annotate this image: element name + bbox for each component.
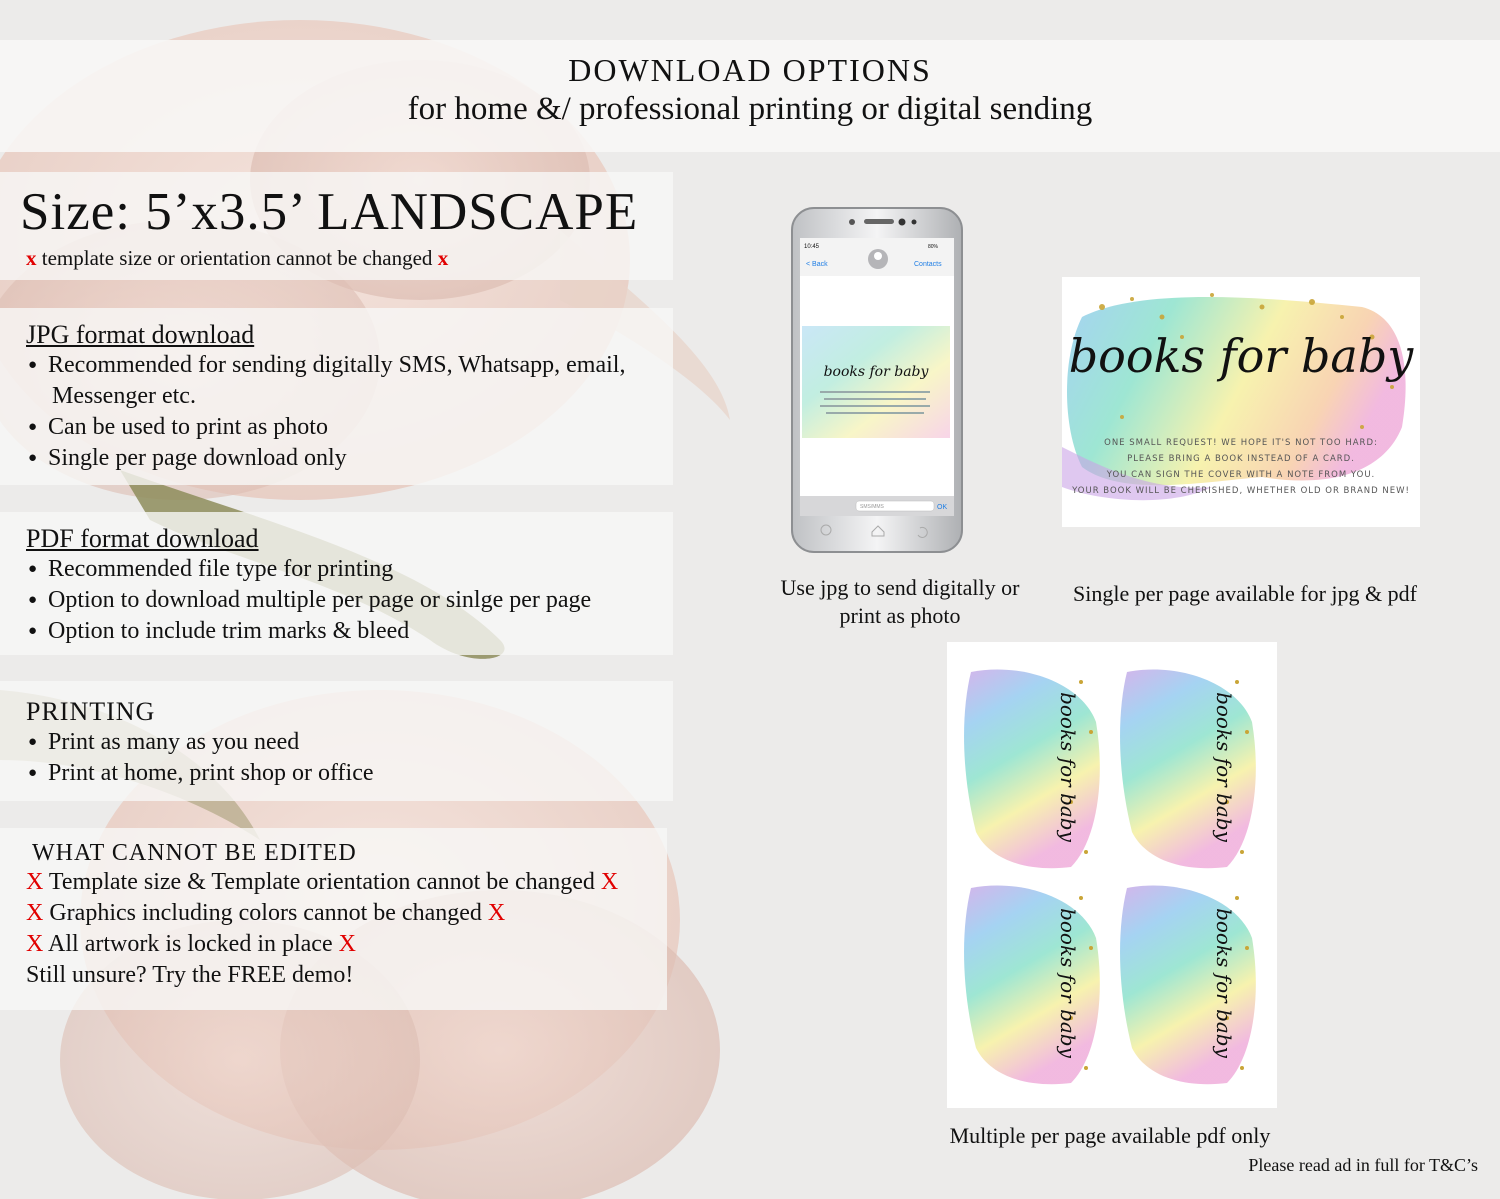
phone-card-script-title: books for baby [823,364,929,380]
list-item: ● Can be used to print as photo [26,412,673,443]
red-x-icon: X [26,931,44,957]
red-x-icon: X [338,931,356,957]
list-item: ● Print at home, print shop or office [26,758,673,789]
mini-card [1117,878,1262,1088]
size-note-text: template size or orientation cannot be changed [36,246,438,270]
printing-list [26,727,673,789]
mini-card-title: books for baby [1056,692,1080,842]
printing-section-title: PRINTING [26,697,156,726]
list-item: ● Option to include trim marks & bleed [26,616,673,647]
card-script-title: books for baby [1068,329,1414,383]
red-x-icon: X [600,869,619,895]
single-card-preview [1062,277,1420,527]
jpg-feature-list [26,350,673,474]
list-item: ● Single per page download only [26,443,673,474]
mini-card [961,662,1106,872]
cannot-edit-title: WHAT CANNOT BE EDITED [32,840,357,866]
mini-card-title: books for baby [1212,908,1236,1058]
mini-card-title: books for baby [1056,908,1080,1058]
red-x-icon: x [26,246,37,270]
cannot-edit-line: X Template size & Template orientation cannot be changed X [26,869,619,895]
free-demo-text: Still unsure? Try the FREE demo! [26,962,354,988]
multi-card-sheet-preview [947,642,1277,1108]
header-banner [0,40,1500,152]
printing-section [0,681,673,801]
mini-card-art [961,662,1106,872]
terms-note: Please read ad in full for T&C’s [1248,1155,1478,1175]
phone-caption: Use jpg to send digitally or print as photo [780,575,1020,628]
phone-contacts-link: Contacts [914,261,942,268]
pdf-section-title: PDF format download [26,524,259,553]
list-item: ● Recommended file type for printing [26,554,673,585]
page-title: DOWNLOAD OPTIONS [568,52,932,88]
jpg-section-title: JPG format download [26,320,255,349]
cannot-edit-line: X Graphics including colors cannot be changed X [26,900,506,926]
pdf-section [0,512,673,655]
mini-card-title: books for baby [1212,692,1236,842]
phone-message-input: SMS/MMS [860,504,884,510]
pdf-feature-list [26,554,673,647]
red-x-icon: x [437,246,449,270]
cannot-edit-section [0,828,667,1010]
list-item: ● Option to download multiple per page or sinlge per page [26,585,673,616]
list-item: ● Recommended for sending digitally SMS, Whatsapp, email, Messenger etc. [26,350,673,412]
size-title: Size: 5’x3.5’ LANDSCAPE [20,183,639,241]
mini-card-art [1117,878,1262,1088]
mini-card-art [1117,662,1262,872]
phone-back-button: < Back [806,261,828,268]
size-panel [0,172,673,280]
phone-time: 10:45 [804,244,820,250]
phone-mockup [790,206,964,554]
mini-card-art [961,878,1106,1088]
red-x-icon: X [26,900,44,926]
phone-battery: 80% [928,244,939,250]
jpg-section [0,308,673,485]
red-x-icon: X [26,869,44,895]
card-message: ONE SMALL REQUEST! WE HOPE IT'S NOT TOO HARD: PLEASE BRING A BOOK INSTEAD OF A CARD. YOU CAN SIGN THE COVER WITH A NOTE FROM YOU. YOUR BOOK WILL BE CHERISHED, WHETHER OLD OR BRAND NEW! [1072,438,1410,496]
list-item: ● Print as many as you need [26,727,673,758]
phone-send-button: OK [937,504,948,511]
mini-card [961,878,1106,1088]
multiple-caption: Multiple per page available pdf only [949,1123,1271,1148]
cannot-edit-line: X All artwork is locked in place X [26,931,356,957]
size-note [20,246,673,271]
single-caption: Single per page available for jpg & pdf [1073,581,1417,606]
page-subtitle: for home &/ professional printing or digital sending [407,91,1093,127]
mini-card [1117,662,1262,872]
red-x-icon: X [487,900,506,926]
